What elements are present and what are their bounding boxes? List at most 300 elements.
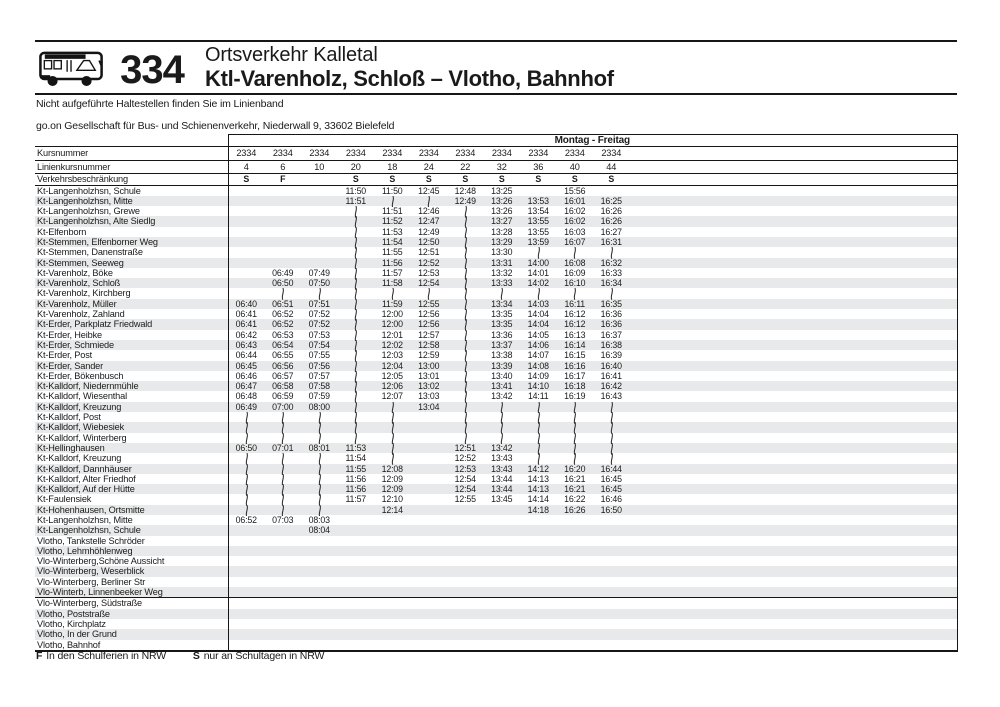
time-cell: 11:56 — [381, 257, 403, 268]
header-value-cell: S — [608, 174, 615, 184]
stop-name: Kt-Varenholz, Zahland — [37, 309, 125, 320]
time-cell: 14:10 — [527, 381, 549, 392]
time-cell: 12:00 — [381, 319, 403, 330]
time-cell: 14:06 — [527, 339, 549, 350]
empty-cell — [520, 525, 557, 535]
empty-cell — [228, 640, 265, 650]
time-cell: 07:00 — [272, 401, 294, 412]
empty-cell — [557, 609, 594, 619]
empty-cell — [484, 525, 521, 535]
stop-name: Kt-Stemmen, Elfenborner Weg — [37, 236, 158, 247]
stop-name: Kt-Kalldorf, Alter Friedhof — [37, 473, 136, 484]
empty-cell — [484, 515, 521, 525]
stop-name: Kt-Erder, Schmiede — [37, 339, 114, 350]
time-cell: 12:45 — [418, 185, 440, 196]
time-cell: 16:15 — [564, 350, 586, 361]
empty-cell — [374, 640, 411, 650]
empty-cell — [484, 629, 521, 639]
header-value-cell: 20 — [350, 162, 361, 172]
operator-address: go.on Gesellschaft für Bus- und Schienenverkehr, Niederwall 9, 33602 Bielefeld — [36, 120, 395, 132]
time-cell: 16:41 — [600, 370, 622, 381]
time-cell: 13:43 — [491, 453, 513, 464]
empty-cell — [301, 546, 338, 556]
top-rule — [35, 40, 957, 42]
stop-name: Vlotho, Bahnhof — [37, 639, 101, 650]
empty-cell — [411, 515, 448, 525]
time-cell: 07:49 — [308, 267, 330, 278]
day-band — [35, 134, 957, 147]
stop-name: Kt-Kalldorf, Dannhäuser — [37, 463, 132, 474]
empty-cell — [411, 640, 448, 650]
time-cell: 16:25 — [600, 195, 622, 206]
table-row — [35, 340, 957, 350]
legend-key-f: F — [36, 650, 43, 662]
header-value-cell: 32 — [496, 162, 507, 172]
table-row — [35, 268, 957, 278]
time-cell: 13:35 — [491, 319, 513, 330]
table-row — [35, 577, 957, 587]
empty-cell — [265, 577, 302, 587]
empty-cell — [520, 515, 557, 525]
empty-cell — [338, 577, 375, 587]
stop-name: Vlotho, Lehmhöhlenweg — [37, 545, 133, 556]
time-cell: 07:55 — [308, 350, 330, 361]
time-cell: 13:37 — [491, 339, 513, 350]
time-cell: 06:44 — [235, 350, 257, 361]
time-cell: 14:13 — [527, 473, 549, 484]
time-cell: 13:31 — [491, 257, 513, 268]
time-cell: 07:01 — [272, 442, 294, 453]
stop-name: Kt-Langenholzhsn, Grewe — [37, 206, 140, 217]
time-cell: 13:33 — [491, 278, 513, 289]
timetable-table — [35, 134, 958, 652]
table-row — [35, 619, 957, 629]
table-row — [35, 494, 957, 504]
table-row — [35, 443, 957, 453]
empty-cell — [520, 566, 557, 576]
stop-name: Kt-Elfenborn — [37, 226, 87, 237]
time-cell: 16:38 — [600, 339, 622, 350]
empty-cell — [265, 525, 302, 535]
empty-cell — [338, 536, 375, 546]
empty-cell — [520, 587, 557, 597]
day-header-label: Montag - Freitag — [228, 134, 957, 146]
header-value-cell: 6 — [280, 162, 286, 172]
header-row-label: Kursnummer — [37, 148, 89, 158]
stop-name: Kt-Erder, Sander — [37, 360, 104, 371]
time-cell: 13:28 — [491, 226, 513, 237]
empty-cell — [338, 609, 375, 619]
header-value-cell: 2334 — [309, 148, 330, 158]
time-cell: 06:41 — [235, 309, 257, 320]
time-cell: 06:46 — [235, 370, 257, 381]
empty-cell — [520, 577, 557, 587]
empty-cell — [411, 587, 448, 597]
stop-name: Vlo-Winterb, Linnenbeeker Weg — [37, 587, 163, 598]
legend-text-s: nur an Schultagen in NRW — [203, 650, 325, 662]
time-cell: 06:53 — [272, 329, 294, 340]
time-cell: 12:56 — [418, 309, 440, 320]
empty-cell — [593, 186, 630, 196]
time-cell: 12:52 — [418, 257, 440, 268]
operator-name: Ortsverkehr Kalletal — [205, 44, 378, 66]
empty-cell — [484, 556, 521, 566]
empty-cell — [374, 536, 411, 546]
route-number: 334 — [120, 48, 184, 92]
empty-cell — [447, 640, 484, 650]
empty-cell — [484, 619, 521, 629]
time-cell: 13:36 — [491, 329, 513, 340]
header-row-kursnummer — [35, 147, 957, 161]
time-cell: 13:34 — [491, 298, 513, 309]
time-cell: 06:59 — [272, 391, 294, 402]
stop-name: Kt-Erder, Heibke — [37, 329, 103, 340]
time-cell: 16:10 — [564, 278, 586, 289]
header-value-cell: 44 — [606, 162, 617, 172]
time-cell: 12:59 — [418, 350, 440, 361]
time-cell: 07:52 — [308, 309, 330, 320]
empty-cell — [484, 609, 521, 619]
time-cell: 12:10 — [381, 494, 403, 505]
stop-name: Kt-Kalldorf, Wiesenthal — [37, 391, 127, 402]
time-cell: 16:44 — [600, 463, 622, 474]
empty-cell — [228, 536, 265, 546]
time-cell: 13:45 — [491, 494, 513, 505]
time-cell: 14:05 — [527, 329, 549, 340]
time-cell: 07:59 — [308, 391, 330, 402]
empty-cell — [593, 640, 630, 650]
time-cell: 08:03 — [308, 515, 330, 525]
empty-cell — [557, 640, 594, 650]
empty-cell — [520, 556, 557, 566]
time-cell: 14:01 — [527, 267, 549, 278]
table-row — [35, 598, 957, 608]
header-value-cell: 40 — [569, 162, 580, 172]
empty-cell — [447, 577, 484, 587]
table-row — [35, 546, 957, 556]
empty-cell — [484, 546, 521, 556]
time-cell: 08:00 — [308, 401, 330, 412]
time-cell: 13:00 — [418, 360, 440, 371]
time-cell: 06:42 — [235, 329, 257, 340]
empty-cell — [374, 609, 411, 619]
empty-cell — [228, 629, 265, 639]
table-row — [35, 361, 957, 371]
empty-cell — [557, 566, 594, 576]
time-cell: 06:58 — [272, 381, 294, 392]
time-cell: 11:53 — [345, 442, 367, 453]
empty-cell — [411, 609, 448, 619]
stop-name: Kt-Langenholzhsn, Mitte — [37, 195, 133, 206]
time-cell: 16:31 — [600, 236, 622, 247]
time-cell: 13:53 — [527, 195, 549, 206]
header-value-cell: 2334 — [418, 148, 439, 158]
time-cell: 12:06 — [381, 381, 403, 392]
header-value-cell: S — [571, 174, 578, 184]
time-cell: 12:09 — [381, 473, 403, 484]
empty-cell — [593, 536, 630, 546]
empty-cell — [593, 556, 630, 566]
empty-cell — [593, 546, 630, 556]
stop-name: Kt-Varenholz, Böke — [37, 267, 113, 278]
time-cell: 07:56 — [308, 360, 330, 371]
time-cell: 13:44 — [491, 484, 513, 495]
time-cell: 13:35 — [491, 309, 513, 320]
time-cell: 11:57 — [381, 267, 403, 278]
time-cell: 14:00 — [527, 257, 549, 268]
time-cell: 13:43 — [491, 463, 513, 474]
time-cell: 08:01 — [308, 442, 330, 453]
time-cell: 12:58 — [418, 339, 440, 350]
legend-key-s: S — [192, 650, 200, 662]
empty-cell — [447, 556, 484, 566]
time-cell: 16:19 — [564, 391, 586, 402]
time-cell: 16:43 — [600, 391, 622, 402]
time-cell: 12:04 — [381, 360, 403, 371]
empty-cell — [301, 536, 338, 546]
stop-name: Kt-Langenholzhsn, Schule — [37, 185, 141, 196]
header-row-label: Verkehrsbeschränkung — [37, 174, 128, 184]
empty-cell — [593, 609, 630, 619]
empty-cell — [411, 546, 448, 556]
time-cell: 16:33 — [600, 267, 622, 278]
time-cell: 12:53 — [418, 267, 440, 278]
empty-cell — [228, 546, 265, 556]
empty-cell — [338, 566, 375, 576]
empty-cell — [411, 536, 448, 546]
legend-item-f — [36, 650, 166, 662]
time-cell: 12:54 — [418, 278, 440, 289]
table-row — [35, 227, 957, 237]
stop-name: Kt-Faulensiek — [37, 494, 92, 505]
empty-cell — [228, 577, 265, 587]
empty-cell — [484, 598, 521, 608]
empty-cell — [520, 598, 557, 608]
stop-name: Vlo-Winterberg, Weserblick — [37, 566, 145, 577]
empty-cell — [447, 598, 484, 608]
stop-name: Kt-Langenholzhsn, Mitte — [37, 515, 133, 525]
time-cell: 07:53 — [308, 329, 330, 340]
time-cell: 12:09 — [381, 484, 403, 495]
time-cell: 06:54 — [272, 339, 294, 350]
time-cell: 14:11 — [527, 391, 549, 402]
stop-name: Kt-Kalldorf, Kreuzung — [37, 453, 122, 464]
time-cell: 06:50 — [272, 278, 294, 289]
time-cell: 13:59 — [527, 236, 549, 247]
time-cell: 11:52 — [381, 216, 403, 227]
time-cell: 06:49 — [272, 267, 294, 278]
time-cell: 16:36 — [600, 319, 622, 330]
time-cell: 12:50 — [418, 236, 440, 247]
table-row — [35, 237, 957, 247]
empty-cell — [301, 587, 338, 597]
time-cell: 14:14 — [527, 494, 549, 505]
time-cell: 12:47 — [418, 216, 440, 227]
time-cell: 13:42 — [491, 391, 513, 402]
time-cell: 16:34 — [600, 278, 622, 289]
time-cell: 12:52 — [454, 453, 476, 464]
header-row-verkehrsbeschränkung — [35, 174, 957, 186]
time-cell: 11:51 — [345, 195, 367, 206]
time-cell: 15:56 — [564, 185, 586, 196]
stop-name: Kt-Kalldorf, Post — [37, 412, 101, 423]
empty-cell — [265, 629, 302, 639]
time-cell: 16:26 — [564, 504, 586, 515]
time-cell: 11:59 — [381, 298, 403, 309]
table-row — [35, 391, 957, 401]
empty-cell — [228, 619, 265, 629]
time-cell: 13:03 — [418, 391, 440, 402]
stops-note: Nicht aufgeführte Haltestellen finden Sie im Linienband — [36, 98, 284, 110]
time-cell: 16:09 — [564, 267, 586, 278]
time-cell: 11:50 — [345, 185, 367, 196]
stop-name: Kt-Kalldorf, Kreuzung — [37, 401, 122, 412]
empty-cell — [301, 186, 338, 196]
time-cell: 13:26 — [491, 206, 513, 217]
header-value-cell: 36 — [533, 162, 544, 172]
time-cell: 13:38 — [491, 350, 513, 361]
stop-name: Vlo-Winterberg, Berliner Str — [37, 576, 146, 587]
empty-cell — [557, 525, 594, 535]
header-row-linienkursnummer — [35, 161, 957, 174]
time-cell: 12:08 — [381, 463, 403, 474]
time-cell: 14:18 — [527, 504, 549, 515]
empty-cell — [447, 609, 484, 619]
stop-name: Kt-Varenholz, Kirchberg — [37, 288, 131, 299]
time-cell: 12:57 — [418, 329, 440, 340]
table-row — [35, 433, 957, 443]
time-cell: 12:00 — [381, 309, 403, 320]
empty-cell — [374, 556, 411, 566]
time-cell: 13:26 — [491, 195, 513, 206]
table-row — [35, 536, 957, 546]
time-cell: 14:02 — [527, 278, 549, 289]
time-cell: 14:13 — [527, 484, 549, 495]
empty-cell — [228, 186, 265, 196]
empty-cell — [411, 619, 448, 629]
empty-cell — [447, 536, 484, 546]
empty-cell — [301, 566, 338, 576]
empty-cell — [447, 619, 484, 629]
time-cell: 06:51 — [272, 298, 294, 309]
header-value-cell: S — [389, 174, 396, 184]
time-cell: 16:03 — [564, 226, 586, 237]
time-cell: 16:26 — [600, 216, 622, 227]
time-cell: 07:52 — [308, 319, 330, 330]
empty-cell — [265, 587, 302, 597]
stop-name: Kt-Langenholzhsn, Alte Siedlg — [37, 216, 156, 227]
empty-cell — [338, 598, 375, 608]
time-cell: 06:52 — [235, 515, 257, 525]
time-cell: 16:21 — [564, 484, 586, 495]
time-cell: 11:55 — [345, 463, 367, 474]
time-cell: 07:54 — [308, 339, 330, 350]
time-cell: 06:55 — [272, 350, 294, 361]
table-row — [35, 453, 957, 463]
time-cell: 06:45 — [235, 360, 257, 371]
empty-cell — [447, 629, 484, 639]
time-cell: 06:47 — [235, 381, 257, 392]
time-cell: 14:12 — [527, 463, 549, 474]
table-row — [35, 206, 957, 216]
table-row — [35, 609, 957, 619]
empty-cell — [557, 619, 594, 629]
empty-cell — [557, 556, 594, 566]
empty-cell — [301, 629, 338, 639]
empty-cell — [265, 536, 302, 546]
empty-cell — [301, 619, 338, 629]
time-cell: 16:01 — [564, 195, 586, 206]
empty-cell — [338, 556, 375, 566]
time-cell: 16:46 — [600, 494, 622, 505]
time-cell: 12:54 — [454, 473, 476, 484]
header-value-cell: F — [280, 174, 286, 184]
empty-cell — [411, 598, 448, 608]
table-row — [35, 464, 957, 474]
time-cell: 08:04 — [308, 525, 330, 536]
time-cell: 16:40 — [600, 360, 622, 371]
header-value-cell: 2334 — [382, 148, 403, 158]
empty-cell — [265, 556, 302, 566]
time-cell: 14:04 — [527, 309, 549, 320]
empty-cell — [520, 546, 557, 556]
header-value-cell: S — [498, 174, 505, 184]
empty-cell — [557, 598, 594, 608]
table-row — [35, 629, 957, 639]
table-row — [35, 371, 957, 381]
time-cell: 12:54 — [454, 484, 476, 495]
empty-cell — [338, 515, 375, 525]
time-cell: 11:56 — [345, 484, 367, 495]
time-cell: 11:53 — [381, 226, 403, 237]
empty-cell — [301, 598, 338, 608]
empty-cell — [447, 546, 484, 556]
time-cell: 12:02 — [381, 339, 403, 350]
time-cell: 13:55 — [527, 226, 549, 237]
empty-cell — [265, 566, 302, 576]
time-cell: 16:36 — [600, 309, 622, 320]
empty-cell — [338, 546, 375, 556]
time-cell: 07:50 — [308, 278, 330, 289]
time-cell: 06:43 — [235, 339, 257, 350]
stop-name: Kt-Kalldorf, Niedernmühle — [37, 381, 139, 392]
empty-cell — [593, 587, 630, 597]
empty-cell — [484, 640, 521, 650]
time-cell: 12:49 — [418, 226, 440, 237]
time-cell: 12:51 — [418, 247, 440, 258]
header-value-cell: 2334 — [601, 148, 622, 158]
empty-cell — [374, 598, 411, 608]
time-cell: 13:32 — [491, 267, 513, 278]
table-row — [35, 587, 957, 598]
table-row — [35, 566, 957, 576]
empty-cell — [557, 546, 594, 556]
table-row — [35, 186, 957, 196]
time-cell: 12:07 — [381, 391, 403, 402]
empty-cell — [593, 566, 630, 576]
time-cell: 07:57 — [308, 370, 330, 381]
empty-cell — [301, 640, 338, 650]
header-value-cell: S — [425, 174, 432, 184]
time-cell: 13:01 — [418, 370, 440, 381]
time-cell: 07:03 — [272, 515, 294, 525]
table-row — [35, 299, 957, 309]
header-value-cell: 4 — [243, 162, 249, 172]
empty-cell — [411, 556, 448, 566]
empty-cell — [265, 640, 302, 650]
empty-cell — [593, 577, 630, 587]
time-cell: 11:57 — [345, 494, 367, 505]
